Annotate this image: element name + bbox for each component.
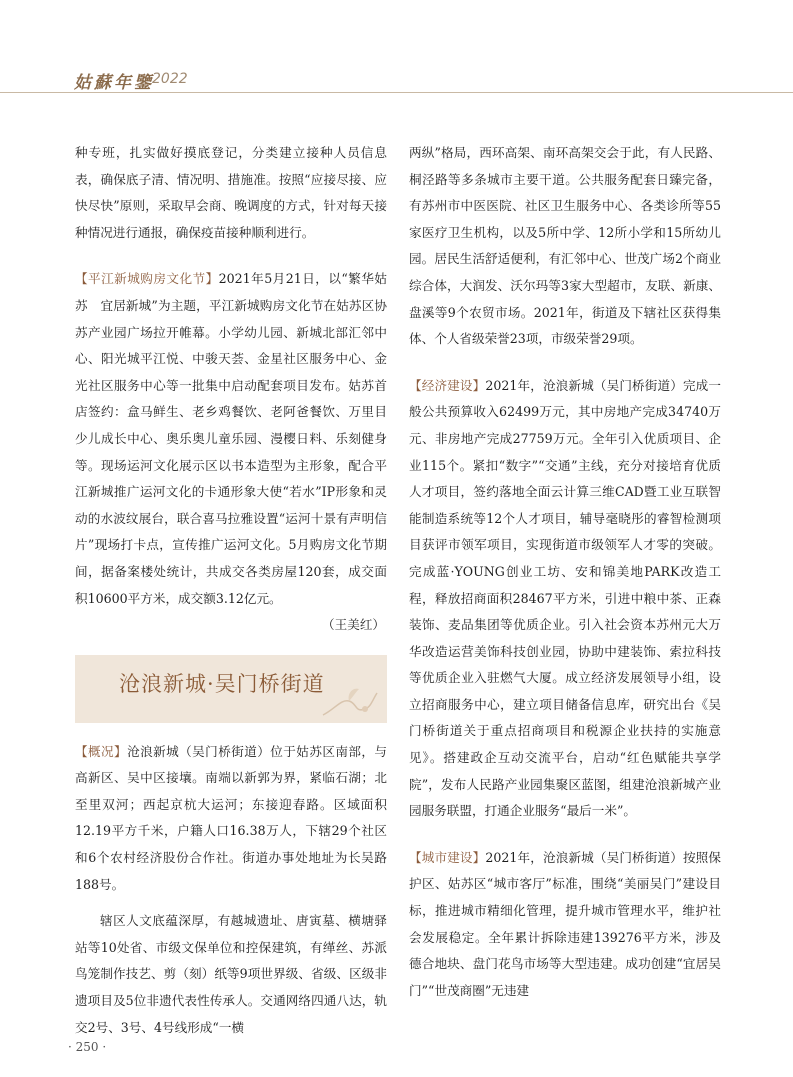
paragraph-urban-construction <box>409 845 721 1005</box>
paragraph: 两纵”格局，西环高架、南环高架交会于此，有人民路、桐泾路等多条城市主要干道。公共服务配套日臻完备，有苏州市中医医院、社区卫生服务中心、各类诊所等55家医疗卫生机构，以及5所中学、12所小学和15所幼儿园。居民生活舒适便利，有汇邻中心、世茂广场2个商业综合体，大润发、沃尔玛等3家大型超市，友联、新康、盘溪等9个农贸市场。2021年，街道及下辖社区获得集体、个人省级荣誉23项，市级荣誉29项。 <box>409 145 721 347</box>
paragraph: 种专班，扎实做好摸底登记，分类建立接种人员信息表，确保底子清、情况明、措施准。按照“应接尽接、应快尽快”原则，采取早会商、晚调度的方式，针对每天接种情况进行通报，确保疫苗接种顺利进行。 <box>75 145 387 240</box>
yearbook-logo: 姑蘇年鑒 <box>74 73 154 93</box>
right-column <box>409 140 721 1004</box>
section-tag: 【城市建设】 <box>409 849 486 865</box>
section-tag: 【平江新城购房文化节】 <box>75 271 219 287</box>
author-signature: （王美红） <box>322 617 385 633</box>
section-title: 沧浪新城·吴门桥街道 <box>119 671 325 696</box>
section-tag: 【概况】 <box>75 743 128 759</box>
paragraph-text: 2021年5月21日，以“繁华姑苏 宜居新城”为主题，平江新城购房文化节在姑苏区协苏产业园广场拉开帷幕。小学幼儿园、新城北部汇邻中心、阳光城平江悦、中骏天荟、金星社区服务中心、金光社区服务中心等一批集中启动配套项目发布。姑苏首店签约：盒马鲜生、老乡鸡餐饮、老阿爸餐饮、万里目少儿成长中心、奥乐奥儿童乐园、漫樱日料、乐刻健身等。现场运河文化展示区以书本造型为主形象，配合平江新城推广运河文化的卡通形象大使“若水”IP形象和灵动的水波纹展台，联合喜马拉雅设置“运河十景有声明信片”现场打卡点，宣传推广运河文化。5月购房文化节期间，据备案楼处统计，共成交各类房屋120套，成交面积10600平方米，成交额3.12亿元。 <box>75 271 387 606</box>
paragraph-text: 沧浪新城（吴门桥街道）位于姑苏区南部，与高新区、吴中区接壤。南端以新郭为界，紧临石湖；北至里双河；西起京杭大运河；东接迎春路。区域面积12.19平方千米，户籍人口16.38万人，下辖29个社区和6个农村经济股份合作社。街道办事处地址为长吴路188号。 <box>75 743 388 892</box>
floral-ornament-icon <box>319 679 379 719</box>
paragraph-economic-construction <box>409 373 721 825</box>
left-column <box>75 140 387 1041</box>
paragraph: 辖区人文底蕴深厚，有越城遗址、唐寅墓、横塘驿站等10处省、市级文保单位和控保建筑，有缂丝、苏派鸟笼制作技艺、剪（刻）纸等9项世界级、省级、区级非遗项目及5位非遗代表性传承人。交通网络四通八达，轨交2号、3号、4号线形成“一横 <box>75 913 387 1035</box>
yearbook-year: 2022 <box>152 71 188 87</box>
paragraph-text: 2021年，沧浪新城（吴门桥街道）按照保护区、姑苏区“城市客厅”标准，围绕“美丽吴门”建设目标，推进城市精细化管理，提升城市管理水平，维护社会发展稳定。全年累计拆除违建139276平方米，涉及德合地块、盘门花鸟市场等大型违建。成功创建“宜居吴门”“世茂商圈”无违建 <box>409 849 722 998</box>
page-number: · 250 · <box>68 1040 107 1054</box>
section-banner <box>75 655 387 723</box>
paragraph-text: 2021年，沧浪新城（吴门桥街道）完成一般公共预算收入62499万元，其中房地产完成34740万元、非房地产完成27759万元。全年引入优质项目、企业115个。紧扣“数字”“交通”主线，充分对接培育优质人才项目，签约落地全面云计算三维CAD暨工业互联智能制造系统等12个人才项目，辅导毫晓彤的睿智检测项目获评市领军项目，实现街道市级领军人才零的突破。完成蓝·YOUNG创业工坊、安和锦美地PARK改造工程，释放招商面积28467平方米，引进中粮中茶、正森装饰、麦品集团等优质企业。引入社会资本苏州元大万华改造运营美饰科技创业园，协助中建装饰、索拉科技等优质企业入驻燃气大厦。成立经济发展领导小组，设立招商服务中心，建立项目储备信息库，研究出台《吴门桥街道关于重点招商项目和税源企业扶持的实施意见》。搭建政企互动交流平台，启动“红色赋能共享学院”，发布人民路产业园集聚区蓝图，组建沧浪新城产业园服务联盟，打通企业服务“最后一米”。 <box>409 377 722 819</box>
section-tag: 【经济建设】 <box>409 377 486 393</box>
paragraph-overview <box>75 739 387 899</box>
paragraph-pingjiang-festival <box>75 266 387 612</box>
page-header <box>0 0 793 93</box>
